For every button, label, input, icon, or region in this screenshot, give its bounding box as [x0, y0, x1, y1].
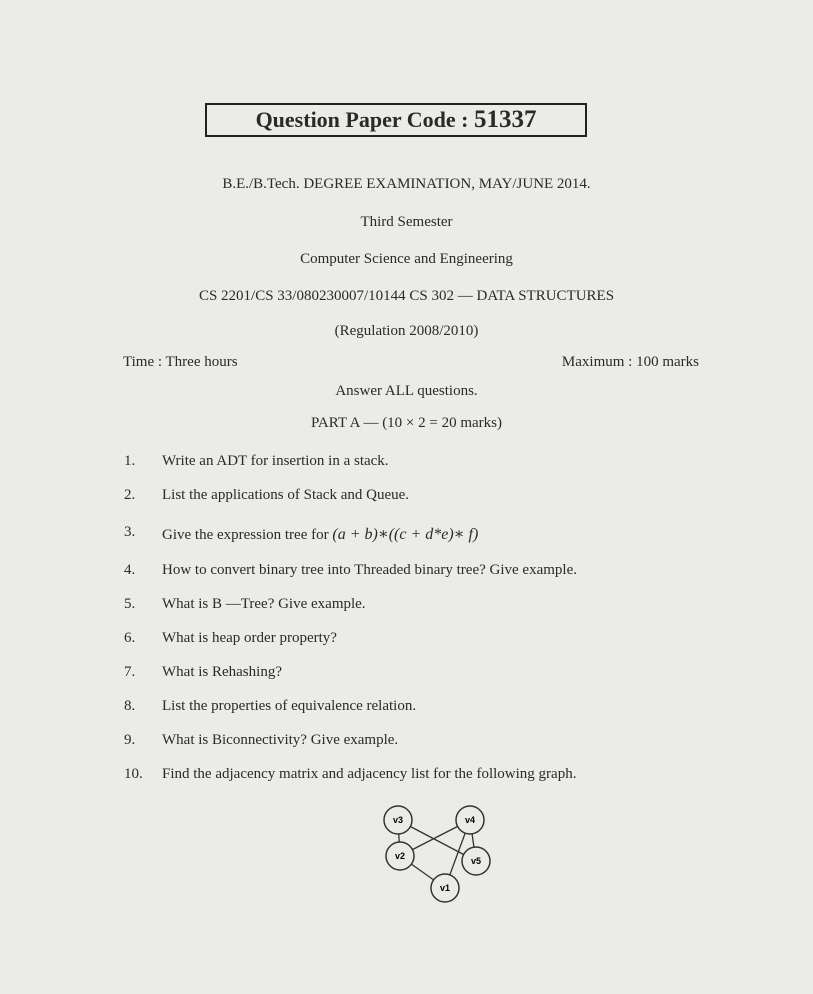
graph-node-v3 [384, 806, 412, 834]
regulation: (Regulation 2008/2010) [334, 323, 479, 339]
question-text: List the properties of equivalence relation. [162, 698, 417, 714]
svg-text:v2: v2 [394, 851, 406, 861]
question-number: 8. [124, 698, 136, 714]
question-text: Give the expression tree for (a + b)∗((c + d*e)∗ f) [162, 526, 479, 543]
question-number: 6. [124, 630, 136, 646]
question-text: Write an ADT for insertion in a stack. [162, 453, 389, 469]
code-number: 51337 [473, 106, 537, 133]
question-text: Find the adjacency matrix and adjacency list for the following graph. [162, 766, 577, 782]
expression: (a + b)∗((c + d*e)∗ f) [332, 526, 479, 543]
graph-node-v5 [462, 847, 490, 875]
max-marks: Maximum : 100 marks [561, 354, 699, 370]
question-number: 9. [124, 732, 136, 748]
semester: Third Semester [360, 214, 453, 230]
instruction: Answer ALL questions. [335, 383, 478, 399]
graph-node-v2 [386, 842, 414, 870]
department: Computer Science and Engineering [300, 251, 513, 267]
graph-node-v1 [431, 874, 459, 902]
question-text: What is B —Tree? Give example. [162, 596, 366, 612]
svg-text:v4: v4 [464, 815, 476, 825]
svg-text:v5: v5 [470, 856, 482, 866]
exam-title: B.E./B.Tech. DEGREE EXAMINATION, MAY/JUNE 2014. [222, 176, 591, 192]
part-heading: PART A — (10 × 2 = 20 marks) [310, 415, 503, 431]
question-text: List the applications of Stack and Queue. [162, 487, 410, 503]
question-number: 2. [124, 487, 136, 503]
question-number: 5. [124, 596, 136, 612]
code-label: Question Paper Code : [255, 107, 474, 132]
question-number: 3. [124, 524, 136, 540]
question-number: 1. [124, 453, 136, 469]
question-text: What is heap order property? [162, 630, 337, 646]
svg-text:v3: v3 [392, 815, 404, 825]
graph-node-v4 [456, 806, 484, 834]
question-number: 7. [124, 664, 136, 680]
question-text: What is Biconnectivity? Give example. [162, 732, 399, 748]
question-text: How to convert binary tree into Threaded binary tree? Give example. [162, 562, 577, 578]
svg-text:v1: v1 [439, 883, 451, 893]
time: Time : Three hours [123, 354, 238, 370]
question-text: What is Rehashing? [162, 664, 282, 680]
course: CS 2201/CS 33/080230007/10144 CS 302 — DATA STRUCTURES [198, 288, 615, 304]
question-number: 4. [124, 562, 136, 578]
question-number: 10. [124, 766, 143, 782]
